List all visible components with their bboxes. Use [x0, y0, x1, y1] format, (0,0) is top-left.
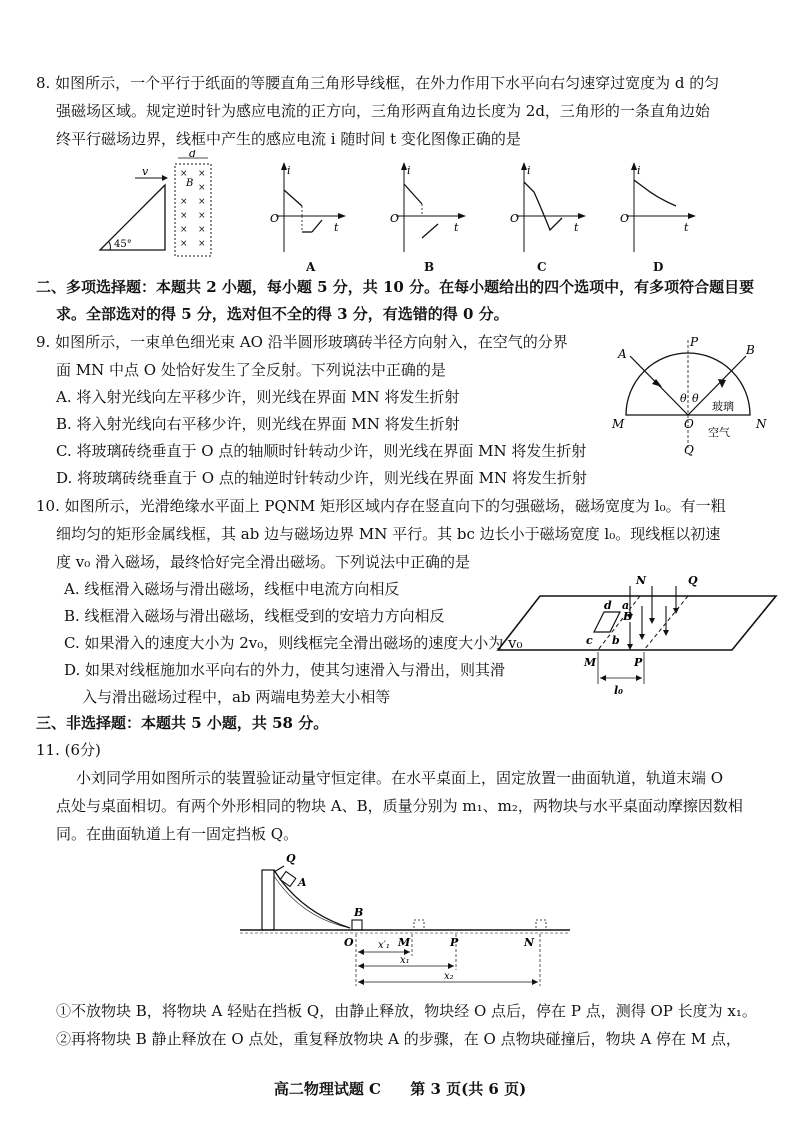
- q8-option-d-label: D: [653, 260, 664, 274]
- q10-option-b: B. 线框滑入磁场与滑出磁场，线框受到的安培力方向相反: [64, 607, 445, 625]
- origin-label: O: [270, 212, 280, 225]
- q10-option-d-2: 入与滑出磁场过程中，ab 两端电势差大小相等: [82, 688, 391, 706]
- q8-option-a-graph: [262, 160, 346, 258]
- point-p-label: P: [690, 335, 699, 349]
- cross-mark: ×: [180, 225, 188, 235]
- q10-line-3: 度 v₀ 滑入磁场，最终恰好完全滑出磁场。下列说法中正确的是: [56, 553, 471, 571]
- q8-line-3: 终平行磁场边界，线框中产生的感应电流 i 随时间 t 变化图像正确的是: [56, 130, 521, 148]
- theta-right-label: θ: [692, 392, 699, 405]
- q11-head: 11. (6分): [36, 741, 101, 759]
- t-axis-label: t: [684, 221, 689, 234]
- q10-option-c: C. 如果滑入的速度大小为 2v₀，则线框完全滑出磁场的速度大小为 v₀: [64, 634, 523, 652]
- q9-option-d: D. 将玻璃砖绕垂直于 O 点的轴逆时针转动少许，则光线在界面 MN 将发生折射: [56, 469, 587, 487]
- origin-label: O: [390, 212, 400, 225]
- t-axis-label: t: [454, 221, 459, 234]
- cross-mark: ×: [180, 211, 188, 221]
- point-m-label: M: [612, 417, 625, 431]
- q8-option-b-label: B: [424, 260, 435, 274]
- block-b-label: B: [354, 906, 364, 919]
- point-o-label: O: [344, 936, 354, 949]
- point-n-label: N: [756, 417, 767, 431]
- baffle-q-label: Q: [286, 852, 296, 865]
- q9-line-1: 9. 如图所示，一束单色细光束 AO 沿半圆形玻璃砖半径方向射入，在空气的分界: [36, 333, 568, 351]
- q10-option-a: A. 线框滑入磁场与滑出磁场，线框中电流方向相反: [64, 580, 400, 598]
- point-q-label: Q: [688, 574, 698, 587]
- q11-step-1: ①不放物块 B，将物块 A 轻贴在挡板 Q，由静止释放，物块经 O 点后，停在 P 点，测得 OP 长度为 x₁。: [56, 1002, 757, 1020]
- q8-option-c-label: C: [537, 260, 547, 274]
- x2-label: x₂: [444, 971, 454, 982]
- point-m-label: M: [398, 936, 411, 949]
- i-axis-label: i: [527, 164, 531, 177]
- corner-d-label: d: [604, 599, 612, 612]
- point-p-label: P: [450, 936, 459, 949]
- i-axis-label: i: [637, 164, 641, 177]
- origin-label: O: [620, 212, 630, 225]
- q9-option-b: B. 将入射光线向右平移少许，则光线在界面 MN 将发生折射: [56, 415, 460, 433]
- q11-line-2: 点处与桌面相切。有两个外形相同的物块 A、B，质量分别为 m₁、m₂，两物块与水平桌面动摩擦因数相: [56, 797, 743, 815]
- q9-line-2: 面 MN 中点 O 处恰好发生了全反射。下列说法中正确的是: [56, 361, 446, 379]
- q11-track-figure: [240, 852, 570, 994]
- x1-label: x₁: [400, 955, 410, 966]
- point-n-label: N: [636, 574, 647, 587]
- cross-mark: ×: [198, 183, 206, 193]
- q9-option-a: A. 将入射光线向左平移少许，则光线在界面 MN 将发生折射: [56, 388, 460, 406]
- q11-step-2: ②再将物块 B 静止释放在 O 点处，重复释放物块 A 的步骤，在 O 点物块碰撞后，物块 A 停在 M 点，: [56, 1030, 741, 1048]
- velocity-label: v: [142, 165, 149, 178]
- q9-glass-figure: [600, 330, 772, 458]
- footer-page-number: 第 3 页(共 6 页): [410, 1080, 527, 1098]
- width-d-label: d: [189, 150, 197, 160]
- q8-option-c-graph: [502, 160, 586, 258]
- ray-a-label: A: [618, 347, 627, 361]
- q11-line-3: 同。在曲面轨道上有一固定挡板 Q。: [56, 825, 299, 843]
- corner-c-label: c: [586, 634, 593, 647]
- corner-a-label: a: [622, 599, 630, 612]
- width-l0-label: l₀: [614, 684, 623, 697]
- origin-label: O: [510, 212, 520, 225]
- page-footer: [0, 1078, 800, 1099]
- cross-mark: ×: [180, 169, 188, 179]
- t-axis-label: t: [334, 221, 339, 234]
- section2-line-2: 求。全部选对的得 5 分，选对但不全的得 3 分，有选错的得 0 分。: [56, 305, 509, 323]
- block-a-label: A: [298, 876, 307, 889]
- q8-triangle-field-figure: [90, 150, 240, 260]
- cross-mark: ×: [198, 239, 206, 249]
- footer-title: 高二物理试题 C: [273, 1080, 381, 1098]
- cross-mark: ×: [198, 225, 206, 235]
- point-p-label: P: [634, 656, 643, 669]
- i-axis-label: i: [287, 164, 291, 177]
- point-q-label: Q: [684, 443, 694, 457]
- point-o-label: O: [684, 417, 694, 431]
- q8-option-a-label: A: [306, 260, 316, 274]
- x1-prime-label: x′₁: [378, 940, 390, 951]
- q10-option-d-1: D. 如果对线框施加水平向右的外力，使其匀速滑入与滑出，则其滑: [64, 661, 506, 679]
- q10-line-1: 10. 如图所示，光滑绝缘水平面上 PQNM 矩形区域内存在竖直向下的匀强磁场，磁场宽度为 l₀。有一粗: [36, 497, 726, 515]
- q8-line-2: 强磁场区域。规定逆时针为感应电流的正方向，三角形两直角边长度为 2d，三角形的一条直角边始: [56, 102, 710, 120]
- point-n-label: N: [524, 936, 535, 949]
- air-label: 空气: [708, 426, 730, 439]
- section3-title: 三、非选择题：本题共 5 小题，共 58 分。: [36, 714, 329, 732]
- q10-line-2: 细均匀的矩形金属线框，其 ab 边与磁场边界 MN 平行。其 bc 边长小于磁场宽度 l₀。现线框以初速: [56, 525, 721, 543]
- i-axis-label: i: [407, 164, 411, 177]
- q9-option-c: C. 将玻璃砖绕垂直于 O 点的轴顺时针转动少许，则光线在界面 MN 将发生折射: [56, 442, 587, 460]
- theta-left-label: θ: [680, 392, 687, 405]
- cross-mark: ×: [180, 239, 188, 249]
- q8-option-b-graph: [382, 160, 466, 258]
- point-m-label: M: [584, 656, 597, 669]
- q8-option-d-graph: [612, 160, 696, 258]
- q10-plane-figure: [492, 572, 784, 700]
- q8-line-1: 8. 如图所示，一个平行于纸面的等腰直角三角形导线框，在外力作用下水平向右匀速穿过宽度为 d 的匀: [36, 74, 720, 92]
- field-b-label: B: [186, 178, 194, 189]
- q11-line-1: 小刘同学用如图所示的装置验证动量守恒定律。在水平桌面上，固定放置一曲面轨道，轨道末端 O: [76, 769, 724, 787]
- cross-mark: ×: [198, 211, 206, 221]
- cross-mark: ×: [198, 197, 206, 207]
- corner-b-label: b: [612, 634, 620, 647]
- field-b-label: B: [623, 610, 633, 623]
- section2-line-1: 二、多项选择题：本题共 2 小题，每小题 5 分，共 10 分。在每小题给出的四个选项中，有多项符合题目要: [36, 278, 755, 296]
- angle-label: 45°: [114, 239, 132, 250]
- cross-mark: ×: [198, 169, 206, 179]
- glass-label: 玻璃: [712, 400, 734, 413]
- ray-b-label: B: [746, 343, 755, 357]
- t-axis-label: t: [574, 221, 579, 234]
- cross-mark: ×: [180, 197, 188, 207]
